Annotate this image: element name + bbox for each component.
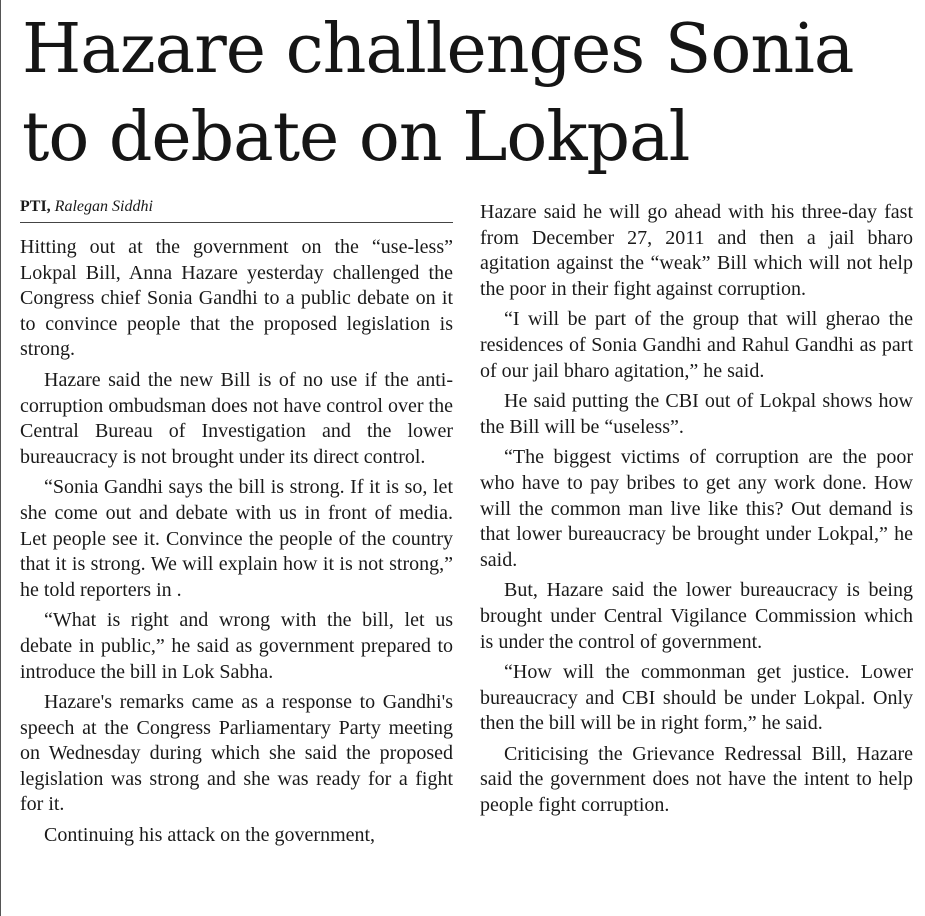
paragraph: Hazare's remarks came as a response to Gandhi's speech at the Congress Parliamentary Party meeting on Wednesday during which she said the proposed legislation was strong and she was ready for a fight for it.	[20, 691, 453, 816]
paragraph: Criticising the Grievance Redressal Bill, Hazare said the government does not have the intent to help people fight corruption.	[480, 742, 913, 817]
paragraph: “How will the commonman get justice. Lower bureaucracy and CBI should be under Lokpal. Only then the bill will be in right form,” he said.	[480, 661, 913, 735]
paragraph: Hitting out at the government on the “use-less” Lokpal Bill, Anna Hazare yesterday challenged the Congress chief Sonia Gandhi to a public debate on it to convince people that the proposed legislation is strong.	[20, 236, 453, 361]
byline	[20, 196, 453, 223]
paragraph: He said putting the CBI out of Lokpal shows how the Bill will be “useless”.	[480, 390, 913, 438]
paragraph: “Sonia Gandhi says the bill is strong. If it is so, let she come out and debate with us in front of media. Let people see it. Convince the people of the country that it is strong. We will explain how it is not strong,” he told reporters in .	[20, 476, 453, 601]
paragraph: “I will be part of the group that will gherao the residences of Sonia Gandhi and Rahul Gandhi as part of our jail bharo agitation,” he said.	[480, 308, 913, 382]
paragraph: Continuing his attack on the government,	[44, 824, 376, 847]
paragraph: But, Hazare said the lower bureaucracy is being brought under Central Vigilance Commission which is under the control of government.	[480, 579, 913, 653]
paragraph: Hazare said he will go ahead with his three-day fast from December 27, 2011 and then a jail bharo agitation against the “weak” Bill which will not help the poor in their fight against corruption.	[480, 201, 913, 300]
headline: Hazare challenges Sonia to debate on Lokpal	[22, 10, 854, 177]
article-column-right	[480, 200, 913, 824]
paragraph: Hazare said the new Bill is of no use if the anti-corruption ombudsman does not have control over the Central Bureau of Investigation and the lower bureaucracy is not brought under its direct control.	[20, 368, 453, 468]
byline-agency: PTI,	[20, 198, 51, 215]
paragraph: “What is right and wrong with the bill, let us debate in public,” he said as government prepared to introduce the bill in Lok Sabha.	[20, 609, 453, 683]
article-column-left	[20, 196, 453, 854]
paragraph: “The biggest victims of corruption are the poor who have to pay bribes to get any work done. How will the common man live like this? Out demand is that lower bureaucracy be brought under Lokpal,” he said.	[480, 446, 913, 571]
byline-place: Ralegan Siddhi	[54, 198, 153, 215]
column-rule	[0, 0, 1, 916]
